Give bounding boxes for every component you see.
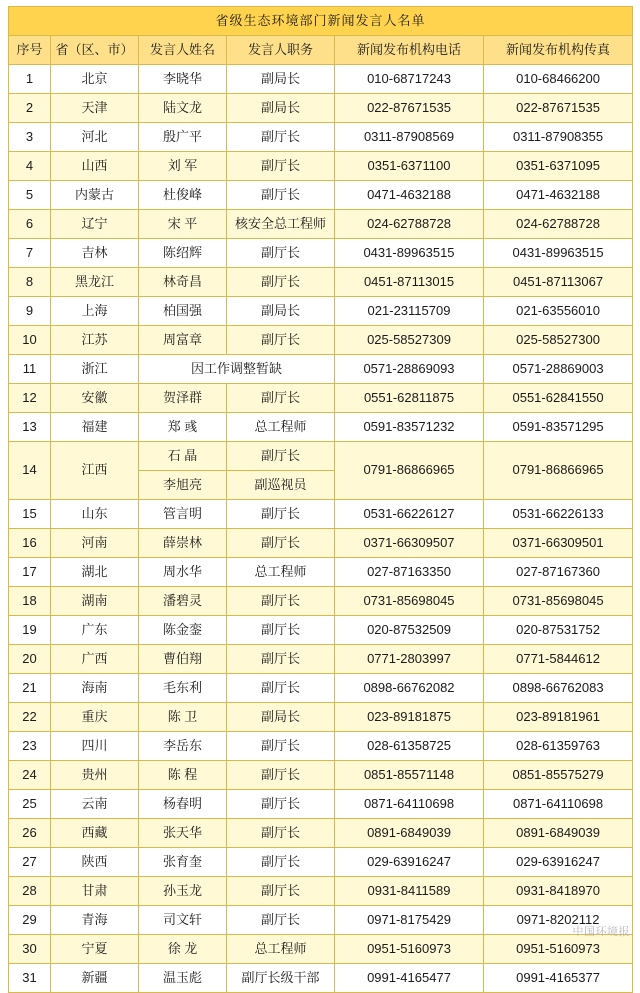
cell-speaker-name: 因工作调整暂缺 bbox=[139, 355, 335, 384]
cell-fax: 0451-87113067 bbox=[484, 268, 633, 297]
cell-speaker-post: 副厅长级干部 bbox=[227, 964, 335, 993]
table-header-row bbox=[9, 36, 633, 65]
cell-phone: 021-23115709 bbox=[335, 297, 484, 326]
cell-phone: 023-89181875 bbox=[335, 703, 484, 732]
table-row bbox=[9, 529, 633, 558]
cell-phone: 0871-64110698 bbox=[335, 790, 484, 819]
cell-speaker-name: 林奇昌 bbox=[139, 268, 227, 297]
cell-index: 5 bbox=[9, 181, 51, 210]
table-row bbox=[9, 587, 633, 616]
cell-speaker-name: 潘碧灵 bbox=[139, 587, 227, 616]
cell-index: 3 bbox=[9, 123, 51, 152]
cell-index: 22 bbox=[9, 703, 51, 732]
cell-speaker-name: 李旭亮 bbox=[139, 471, 227, 500]
cell-speaker-post: 副厅长 bbox=[227, 819, 335, 848]
table-row bbox=[9, 935, 633, 964]
table-row bbox=[9, 123, 633, 152]
cell-speaker-post: 副厅长 bbox=[227, 529, 335, 558]
cell-fax: 0351-6371095 bbox=[484, 152, 633, 181]
cell-speaker-post: 副厅长 bbox=[227, 152, 335, 181]
cell-speaker-name: 陈金銮 bbox=[139, 616, 227, 645]
cell-speaker-post: 副巡视员 bbox=[227, 471, 335, 500]
cell-speaker-post: 总工程师 bbox=[227, 413, 335, 442]
cell-speaker-name: 李岳东 bbox=[139, 732, 227, 761]
cell-province: 湖南 bbox=[51, 587, 139, 616]
cell-province: 贵州 bbox=[51, 761, 139, 790]
cell-speaker-post: 副厅长 bbox=[227, 384, 335, 413]
cell-speaker-name: 毛东利 bbox=[139, 674, 227, 703]
cell-speaker-post: 副厅长 bbox=[227, 123, 335, 152]
cell-fax: 0971-8202112 bbox=[484, 906, 633, 935]
cell-index: 4 bbox=[9, 152, 51, 181]
cell-fax: 0431-89963515 bbox=[484, 239, 633, 268]
cell-speaker-name: 张天华 bbox=[139, 819, 227, 848]
cell-index: 19 bbox=[9, 616, 51, 645]
cell-speaker-name: 张育奎 bbox=[139, 848, 227, 877]
cell-index: 27 bbox=[9, 848, 51, 877]
cell-speaker-post: 副局长 bbox=[227, 297, 335, 326]
table-row bbox=[9, 413, 633, 442]
cell-province: 上海 bbox=[51, 297, 139, 326]
cell-speaker-post: 副厅长 bbox=[227, 790, 335, 819]
table-row bbox=[9, 326, 633, 355]
cell-province: 青海 bbox=[51, 906, 139, 935]
cell-index: 17 bbox=[9, 558, 51, 587]
cell-fax: 027-87167360 bbox=[484, 558, 633, 587]
cell-fax: 010-68466200 bbox=[484, 65, 633, 94]
cell-fax: 020-87531752 bbox=[484, 616, 633, 645]
cell-speaker-post: 副厅长 bbox=[227, 645, 335, 674]
cell-phone: 0431-89963515 bbox=[335, 239, 484, 268]
cell-speaker-post: 副厅长 bbox=[227, 239, 335, 268]
cell-phone: 0851-85571148 bbox=[335, 761, 484, 790]
cell-province: 广东 bbox=[51, 616, 139, 645]
cell-province: 吉林 bbox=[51, 239, 139, 268]
table-row bbox=[9, 152, 633, 181]
cell-index: 28 bbox=[9, 877, 51, 906]
table-row bbox=[9, 790, 633, 819]
cell-fax: 025-58527300 bbox=[484, 326, 633, 355]
table-row bbox=[9, 848, 633, 877]
cell-fax: 0551-62841550 bbox=[484, 384, 633, 413]
cell-speaker-post: 副厅长 bbox=[227, 674, 335, 703]
cell-province: 山东 bbox=[51, 500, 139, 529]
cell-phone: 0991-4165477 bbox=[335, 964, 484, 993]
cell-speaker-name: 陈绍辉 bbox=[139, 239, 227, 268]
cell-fax: 0871-64110698 bbox=[484, 790, 633, 819]
cell-fax: 0571-28869003 bbox=[484, 355, 633, 384]
cell-speaker-name: 杨春明 bbox=[139, 790, 227, 819]
cell-speaker-name: 陈 卫 bbox=[139, 703, 227, 732]
table-row bbox=[9, 65, 633, 94]
cell-phone: 027-87163350 bbox=[335, 558, 484, 587]
cell-province: 北京 bbox=[51, 65, 139, 94]
cell-index: 16 bbox=[9, 529, 51, 558]
cell-speaker-name: 薛崇林 bbox=[139, 529, 227, 558]
cell-speaker-post: 副厅长 bbox=[227, 500, 335, 529]
column-header-fax: 新闻发布机构传真 bbox=[484, 36, 633, 65]
cell-phone: 0771-2803997 bbox=[335, 645, 484, 674]
cell-speaker-post: 核安全总工程师 bbox=[227, 210, 335, 239]
cell-speaker-name: 宋 平 bbox=[139, 210, 227, 239]
cell-speaker-name: 贺泽群 bbox=[139, 384, 227, 413]
cell-fax: 0951-5160973 bbox=[484, 935, 633, 964]
cell-fax: 0731-85698045 bbox=[484, 587, 633, 616]
cell-phone: 0591-83571232 bbox=[335, 413, 484, 442]
cell-province: 内蒙古 bbox=[51, 181, 139, 210]
table-row bbox=[9, 964, 633, 993]
column-header-province: 省（区、市） bbox=[51, 36, 139, 65]
table-row bbox=[9, 616, 633, 645]
cell-fax: 0931-8418970 bbox=[484, 877, 633, 906]
cell-phone: 0951-5160973 bbox=[335, 935, 484, 964]
cell-fax: 023-89181961 bbox=[484, 703, 633, 732]
cell-speaker-name: 司文轩 bbox=[139, 906, 227, 935]
cell-phone: 028-61358725 bbox=[335, 732, 484, 761]
cell-province: 甘肃 bbox=[51, 877, 139, 906]
cell-province: 海南 bbox=[51, 674, 139, 703]
speaker-roster-table bbox=[8, 6, 633, 993]
cell-fax: 0898-66762083 bbox=[484, 674, 633, 703]
cell-fax: 0791-86866965 bbox=[484, 442, 633, 500]
cell-phone: 0351-6371100 bbox=[335, 152, 484, 181]
cell-province: 河南 bbox=[51, 529, 139, 558]
table-row bbox=[9, 761, 633, 790]
cell-index: 24 bbox=[9, 761, 51, 790]
table-row bbox=[9, 906, 633, 935]
cell-speaker-name: 周水华 bbox=[139, 558, 227, 587]
page-title: 省级生态环境部门新闻发言人名单 bbox=[9, 7, 633, 36]
cell-index: 1 bbox=[9, 65, 51, 94]
table-row bbox=[9, 239, 633, 268]
cell-speaker-post: 副厅长 bbox=[227, 268, 335, 297]
cell-fax: 022-87671535 bbox=[484, 94, 633, 123]
cell-speaker-post: 副厅长 bbox=[227, 761, 335, 790]
table-row bbox=[9, 384, 633, 413]
cell-phone: 0571-28869093 bbox=[335, 355, 484, 384]
cell-speaker-post: 副厅长 bbox=[227, 442, 335, 471]
cell-province: 浙江 bbox=[51, 355, 139, 384]
cell-speaker-name: 殷广平 bbox=[139, 123, 227, 152]
cell-fax: 0371-66309501 bbox=[484, 529, 633, 558]
cell-speaker-name: 曹伯翔 bbox=[139, 645, 227, 674]
cell-speaker-name: 刘 军 bbox=[139, 152, 227, 181]
table-title-row bbox=[9, 7, 633, 36]
cell-province: 福建 bbox=[51, 413, 139, 442]
cell-speaker-name: 温玉彪 bbox=[139, 964, 227, 993]
cell-speaker-name: 周富章 bbox=[139, 326, 227, 355]
cell-province: 江苏 bbox=[51, 326, 139, 355]
cell-index: 31 bbox=[9, 964, 51, 993]
cell-index: 14 bbox=[9, 442, 51, 500]
cell-phone: 0451-87113015 bbox=[335, 268, 484, 297]
cell-province: 重庆 bbox=[51, 703, 139, 732]
cell-speaker-name: 孙玉龙 bbox=[139, 877, 227, 906]
cell-index: 11 bbox=[9, 355, 51, 384]
cell-speaker-post: 副局长 bbox=[227, 94, 335, 123]
cell-province: 山西 bbox=[51, 152, 139, 181]
cell-province: 广西 bbox=[51, 645, 139, 674]
cell-province: 云南 bbox=[51, 790, 139, 819]
cell-province: 西藏 bbox=[51, 819, 139, 848]
cell-phone: 025-58527309 bbox=[335, 326, 484, 355]
table-row bbox=[9, 558, 633, 587]
cell-index: 20 bbox=[9, 645, 51, 674]
cell-fax: 0471-4632188 bbox=[484, 181, 633, 210]
cell-speaker-post: 副厅长 bbox=[227, 616, 335, 645]
cell-phone: 0891-6849039 bbox=[335, 819, 484, 848]
cell-speaker-name: 杜俊峰 bbox=[139, 181, 227, 210]
cell-speaker-post: 副局长 bbox=[227, 703, 335, 732]
column-header-speaker-name: 发言人姓名 bbox=[139, 36, 227, 65]
cell-province: 宁夏 bbox=[51, 935, 139, 964]
cell-fax: 028-61359763 bbox=[484, 732, 633, 761]
cell-fax: 0771-5844612 bbox=[484, 645, 633, 674]
table-row bbox=[9, 674, 633, 703]
cell-index: 29 bbox=[9, 906, 51, 935]
cell-index: 25 bbox=[9, 790, 51, 819]
cell-province: 湖北 bbox=[51, 558, 139, 587]
cell-province: 四川 bbox=[51, 732, 139, 761]
table-row bbox=[9, 355, 633, 384]
cell-index: 2 bbox=[9, 94, 51, 123]
cell-speaker-name: 陆文龙 bbox=[139, 94, 227, 123]
cell-index: 21 bbox=[9, 674, 51, 703]
table-row bbox=[9, 181, 633, 210]
cell-speaker-post: 副厅长 bbox=[227, 732, 335, 761]
cell-index: 9 bbox=[9, 297, 51, 326]
cell-speaker-name: 柏国强 bbox=[139, 297, 227, 326]
cell-phone: 0311-87908569 bbox=[335, 123, 484, 152]
table-row bbox=[9, 94, 633, 123]
cell-speaker-name: 陈 程 bbox=[139, 761, 227, 790]
table-row bbox=[9, 877, 633, 906]
table-row bbox=[9, 297, 633, 326]
cell-speaker-name: 郑 彧 bbox=[139, 413, 227, 442]
table-row bbox=[9, 210, 633, 239]
cell-phone: 0931-8411589 bbox=[335, 877, 484, 906]
cell-province: 新疆 bbox=[51, 964, 139, 993]
cell-fax: 0891-6849039 bbox=[484, 819, 633, 848]
cell-phone: 0731-85698045 bbox=[335, 587, 484, 616]
cell-speaker-name: 李晓华 bbox=[139, 65, 227, 94]
cell-speaker-name: 徐 龙 bbox=[139, 935, 227, 964]
cell-fax: 0991-4165377 bbox=[484, 964, 633, 993]
cell-phone: 022-87671535 bbox=[335, 94, 484, 123]
table-body bbox=[9, 65, 633, 993]
table-row bbox=[9, 442, 633, 471]
cell-phone: 010-68717243 bbox=[335, 65, 484, 94]
cell-speaker-post: 总工程师 bbox=[227, 935, 335, 964]
cell-phone: 0531-66226127 bbox=[335, 500, 484, 529]
cell-phone: 0971-8175429 bbox=[335, 906, 484, 935]
cell-index: 12 bbox=[9, 384, 51, 413]
cell-phone: 024-62788728 bbox=[335, 210, 484, 239]
cell-index: 8 bbox=[9, 268, 51, 297]
table-row bbox=[9, 703, 633, 732]
cell-phone: 0898-66762082 bbox=[335, 674, 484, 703]
cell-index: 18 bbox=[9, 587, 51, 616]
cell-fax: 0311-87908355 bbox=[484, 123, 633, 152]
cell-speaker-post: 副厅长 bbox=[227, 326, 335, 355]
cell-speaker-post: 副厅长 bbox=[227, 877, 335, 906]
table-row bbox=[9, 819, 633, 848]
table-row bbox=[9, 500, 633, 529]
table-row bbox=[9, 732, 633, 761]
cell-province: 天津 bbox=[51, 94, 139, 123]
cell-phone: 020-87532509 bbox=[335, 616, 484, 645]
cell-province: 安徽 bbox=[51, 384, 139, 413]
cell-fax: 0851-85575279 bbox=[484, 761, 633, 790]
column-header-phone: 新闻发布机构电话 bbox=[335, 36, 484, 65]
column-header-index: 序号 bbox=[9, 36, 51, 65]
watermark-label: 中国环境报 bbox=[572, 926, 630, 938]
cell-index: 26 bbox=[9, 819, 51, 848]
cell-fax: 029-63916247 bbox=[484, 848, 633, 877]
cell-phone: 0791-86866965 bbox=[335, 442, 484, 500]
cell-speaker-post: 副厅长 bbox=[227, 587, 335, 616]
cell-fax: 021-63556010 bbox=[484, 297, 633, 326]
cell-index: 10 bbox=[9, 326, 51, 355]
column-header-speaker-post: 发言人职务 bbox=[227, 36, 335, 65]
cell-index: 13 bbox=[9, 413, 51, 442]
cell-index: 15 bbox=[9, 500, 51, 529]
cell-province: 黑龙江 bbox=[51, 268, 139, 297]
cell-index: 23 bbox=[9, 732, 51, 761]
cell-province: 陕西 bbox=[51, 848, 139, 877]
table-row bbox=[9, 645, 633, 674]
cell-fax: 0591-83571295 bbox=[484, 413, 633, 442]
cell-speaker-name: 管言明 bbox=[139, 500, 227, 529]
cell-province: 江西 bbox=[51, 442, 139, 500]
cell-speaker-post: 副局长 bbox=[227, 65, 335, 94]
cell-index: 7 bbox=[9, 239, 51, 268]
cell-speaker-post: 总工程师 bbox=[227, 558, 335, 587]
cell-fax: 024-62788728 bbox=[484, 210, 633, 239]
cell-phone: 0371-66309507 bbox=[335, 529, 484, 558]
cell-index: 6 bbox=[9, 210, 51, 239]
cell-phone: 0551-62811875 bbox=[335, 384, 484, 413]
table-row bbox=[9, 268, 633, 297]
cell-speaker-post: 副厅长 bbox=[227, 181, 335, 210]
cell-speaker-name: 石 晶 bbox=[139, 442, 227, 471]
cell-index: 30 bbox=[9, 935, 51, 964]
cell-fax: 0531-66226133 bbox=[484, 500, 633, 529]
cell-speaker-post: 副厅长 bbox=[227, 906, 335, 935]
cell-phone: 029-63916247 bbox=[335, 848, 484, 877]
cell-phone: 0471-4632188 bbox=[335, 181, 484, 210]
cell-speaker-post: 副厅长 bbox=[227, 848, 335, 877]
cell-province: 辽宁 bbox=[51, 210, 139, 239]
cell-province: 河北 bbox=[51, 123, 139, 152]
